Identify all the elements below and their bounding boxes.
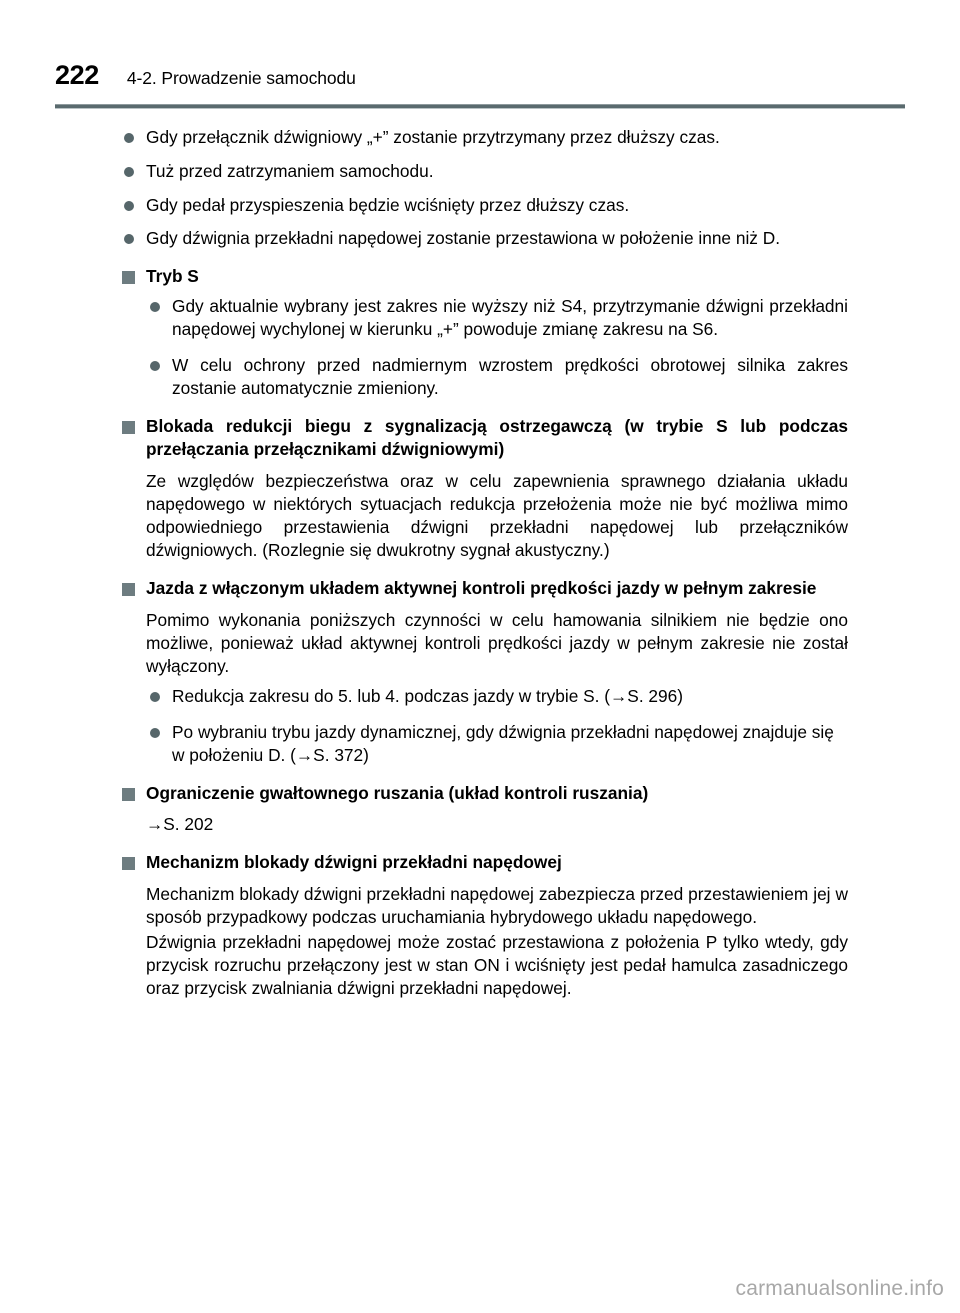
list-item: Gdy pedał przyspieszenia będzie wciśnięty przez dłuższy czas. — [118, 194, 848, 217]
header-divider — [55, 104, 905, 109]
section-paragraph: Dźwignia przekładni napędowej może zostać przestawiona z położenia P tylko wtedy, gdy przycisk rozruchu przełączony jest w stan ON i wciśnięty jest pedał hamulca zasadniczego oraz przycisk zwalniania dźwigni przekładni napędowej. — [146, 931, 848, 998]
section-heading: Blokada redukcji biegu z sygnalizacją ostrzegawczą (w trybie S lub podczas przełączania przełącznikami dźwigniowymi) — [118, 415, 848, 461]
section-jazda-aktywna-kontrola — [118, 577, 848, 767]
section-paragraph: Mechanizm blokady dźwigni przekładni napędowej zabezpiecza przed przestawieniem jej w sposób przypadkowy podczas uruchamiania hybrydowego układu napędowego. — [146, 883, 848, 927]
section-heading: Mechanizm blokady dźwigni przekładni napędowej — [118, 851, 848, 874]
section-paragraph: Pomimo wykonania poniższych czynności w celu hamowania silnikiem nie będzie ono możliwe, ponieważ układ aktywnej kontroli prędkości jazdy w pełnym zakresie nie został wyłączony. — [146, 609, 848, 677]
section-heading: Ograniczenie gwałtownego ruszania (układ kontroli ruszania) — [118, 782, 848, 805]
list-item: Gdy aktualnie wybrany jest zakres nie wyższy niż S4, przytrzymanie dźwigni przekładni napędowej wychylonej w kierunku „+” powoduje zmianę zakresu na S6. — [144, 295, 848, 341]
section-paragraph: Ze względów bezpieczeństwa oraz w celu zapewnienia sprawnego działania układu napędowego w niektórych sytuacjach redukcja przełożenia może nie być możliwa mimo odpowiedniego przestawienia dźwigni przekładni napędowej lub przełączników dźwigniowych. (Rozlegnie się dwukrotny sygnał akustyczny.) — [146, 470, 848, 560]
section-tryb-s — [118, 265, 848, 399]
list-item: Redukcja zakresu do 5. lub 4. podczas jazdy w trybie S. (→S. 296) — [144, 685, 848, 708]
list-item: Gdy przełącznik dźwigniowy „+” zostanie przytrzymany przez dłuższy czas. — [118, 126, 848, 149]
list-item: Po wybraniu trybu jazdy dynamicznej, gdy dźwignia przekładni napędowej znajduje się w położeniu D. (→S. 372) — [144, 721, 848, 767]
list-item: Tuż przed zatrzymaniem samochodu. — [118, 160, 848, 183]
section-bullet-list — [144, 295, 848, 399]
list-item: W celu ochrony przed nadmiernym wzrostem prędkości obrotowej silnika zakres zostanie automatycznie zmieniony. — [144, 354, 848, 400]
section-heading: Jazda z włączonym układem aktywnej kontroli prędkości jazdy w pełnym zakresie — [118, 577, 848, 600]
section-blokada-redukcji-biegu — [118, 415, 848, 562]
watermark: carmanualsonline.info — [735, 1277, 944, 1300]
section-ograniczenie-ruszania — [118, 782, 848, 836]
header-section-title: 4-2. Prowadzenie samochodu — [126, 68, 356, 88]
intro-bullet-list — [118, 126, 848, 250]
section-bullet-list — [144, 685, 848, 766]
section-heading: Tryb S — [118, 265, 848, 288]
list-item: Gdy dźwignia przekładni napędowej zostanie przestawiona w położenie inne niż D. — [118, 227, 848, 250]
page-number: 222 — [55, 60, 99, 90]
page-header — [55, 62, 905, 89]
section-mechanizm-blokady — [118, 851, 848, 1000]
page-reference: →S. 202 — [146, 813, 214, 834]
page-content — [118, 126, 848, 1002]
